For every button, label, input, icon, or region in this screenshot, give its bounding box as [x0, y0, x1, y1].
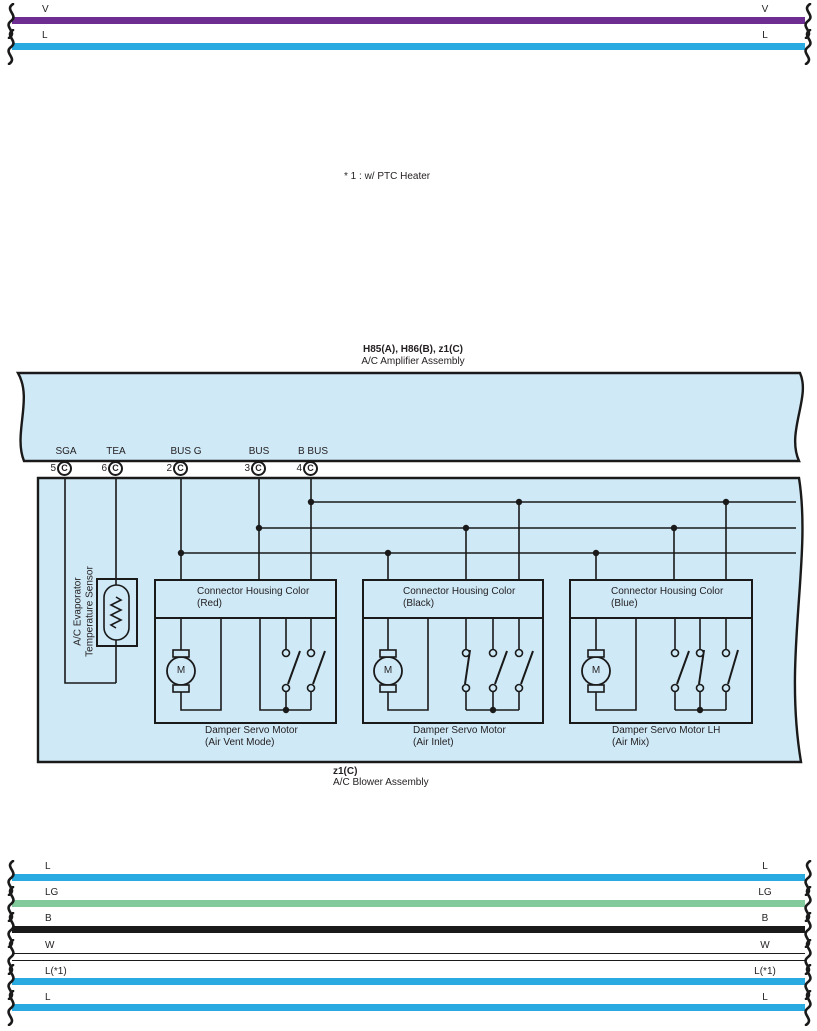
wire-label-left: W — [45, 940, 55, 951]
pin-signal-label: BUS G — [170, 446, 202, 457]
pin-signal-label: BUS — [248, 446, 270, 457]
amplifier-connector-codes: H85(A), H86(B), z1(C) — [362, 344, 463, 355]
wire-label-right: V — [761, 4, 769, 15]
blower-assembly-name: A/C Blower Assembly — [333, 777, 429, 788]
housing-color-text-black — [403, 586, 515, 609]
wire-label-left: L — [45, 992, 51, 1003]
housing-title: Connector Housing Color — [197, 586, 310, 597]
wire-break-squiggle — [2, 990, 18, 1026]
pin-connector-circle: C — [303, 461, 318, 476]
wire-l-2 — [12, 1004, 805, 1011]
wire-label-right: L — [762, 992, 768, 1003]
wire-label-right: B — [761, 913, 769, 924]
pin-connector-circle: C — [251, 461, 266, 476]
wire-b — [12, 926, 805, 933]
servo-name-line1: Damper Servo Motor — [205, 725, 298, 736]
housing-color: (Black) — [403, 597, 435, 609]
amplifier-assembly-name: A/C Amplifier Assembly — [361, 356, 465, 367]
servo-motor-name-1 — [205, 725, 298, 748]
wire-label-left: L(*1) — [45, 966, 67, 977]
wire-label-right: W — [760, 940, 770, 951]
pin-number: 5 — [50, 463, 56, 474]
ptc-heater-note: * 1 : w/ PTC Heater — [344, 171, 431, 182]
servo-name-line2: (Air Mix) — [612, 736, 650, 748]
wire-label-right: L(*1) — [754, 966, 776, 977]
housing-color: (Red) — [197, 597, 223, 609]
wire-label-left: V — [42, 4, 49, 15]
pin-number: 6 — [101, 463, 107, 474]
pin-connector-circle: C — [173, 461, 188, 476]
housing-title: Connector Housing Color — [403, 586, 516, 597]
blower-connector-code: z1(C) — [333, 766, 358, 777]
wire-label-left: L — [45, 861, 51, 872]
housing-color-text-blue — [611, 586, 723, 609]
servo-name-line2: (Air Vent Mode) — [205, 736, 275, 748]
pin-connector-circle: C — [57, 461, 72, 476]
pin-number: 3 — [244, 463, 250, 474]
wire-label-right: L — [762, 861, 768, 872]
wire-label-left: B — [45, 913, 52, 924]
motor-m-label: M — [591, 665, 601, 676]
wire-label-right: L — [762, 30, 768, 41]
wire-label-left: LG — [45, 887, 59, 898]
pin-signal-label: B BUS — [297, 446, 328, 457]
servo-name-line1: Damper Servo Motor LH — [612, 725, 721, 736]
pin-number: 2 — [166, 463, 172, 474]
servo-motor-name-2 — [413, 725, 506, 748]
wire-label-right: LG — [758, 887, 772, 898]
housing-color-text-red — [197, 586, 309, 609]
housing-color: (Blue) — [611, 597, 638, 609]
pin-connector-circle: C — [108, 461, 123, 476]
wire-label-left: L — [42, 30, 48, 41]
pin-signal-label: TEA — [106, 446, 126, 457]
pin-signal-label: SGA — [55, 446, 77, 457]
wire-w — [12, 953, 805, 961]
blower-block-outline — [38, 478, 802, 762]
servo-name-line1: Damper Servo Motor — [413, 725, 506, 736]
evaporator-temp-sensor-label — [73, 547, 96, 677]
servo-motor-name-3 — [612, 725, 720, 748]
motor-m-label: M — [176, 665, 186, 676]
wire-l-ptc — [12, 978, 805, 985]
sensor-label-line1: A/C Evaporator — [72, 577, 84, 646]
wire-break-squiggle — [799, 990, 815, 1026]
wire-l-1 — [12, 874, 805, 881]
sensor-label-line2: Temperature Sensor — [84, 566, 95, 657]
servo-name-line2: (Air Inlet) — [413, 736, 454, 748]
wire-lg — [12, 900, 805, 907]
housing-title: Connector Housing Color — [611, 586, 724, 597]
pin-number: 4 — [296, 463, 302, 474]
motor-m-label: M — [383, 665, 393, 676]
